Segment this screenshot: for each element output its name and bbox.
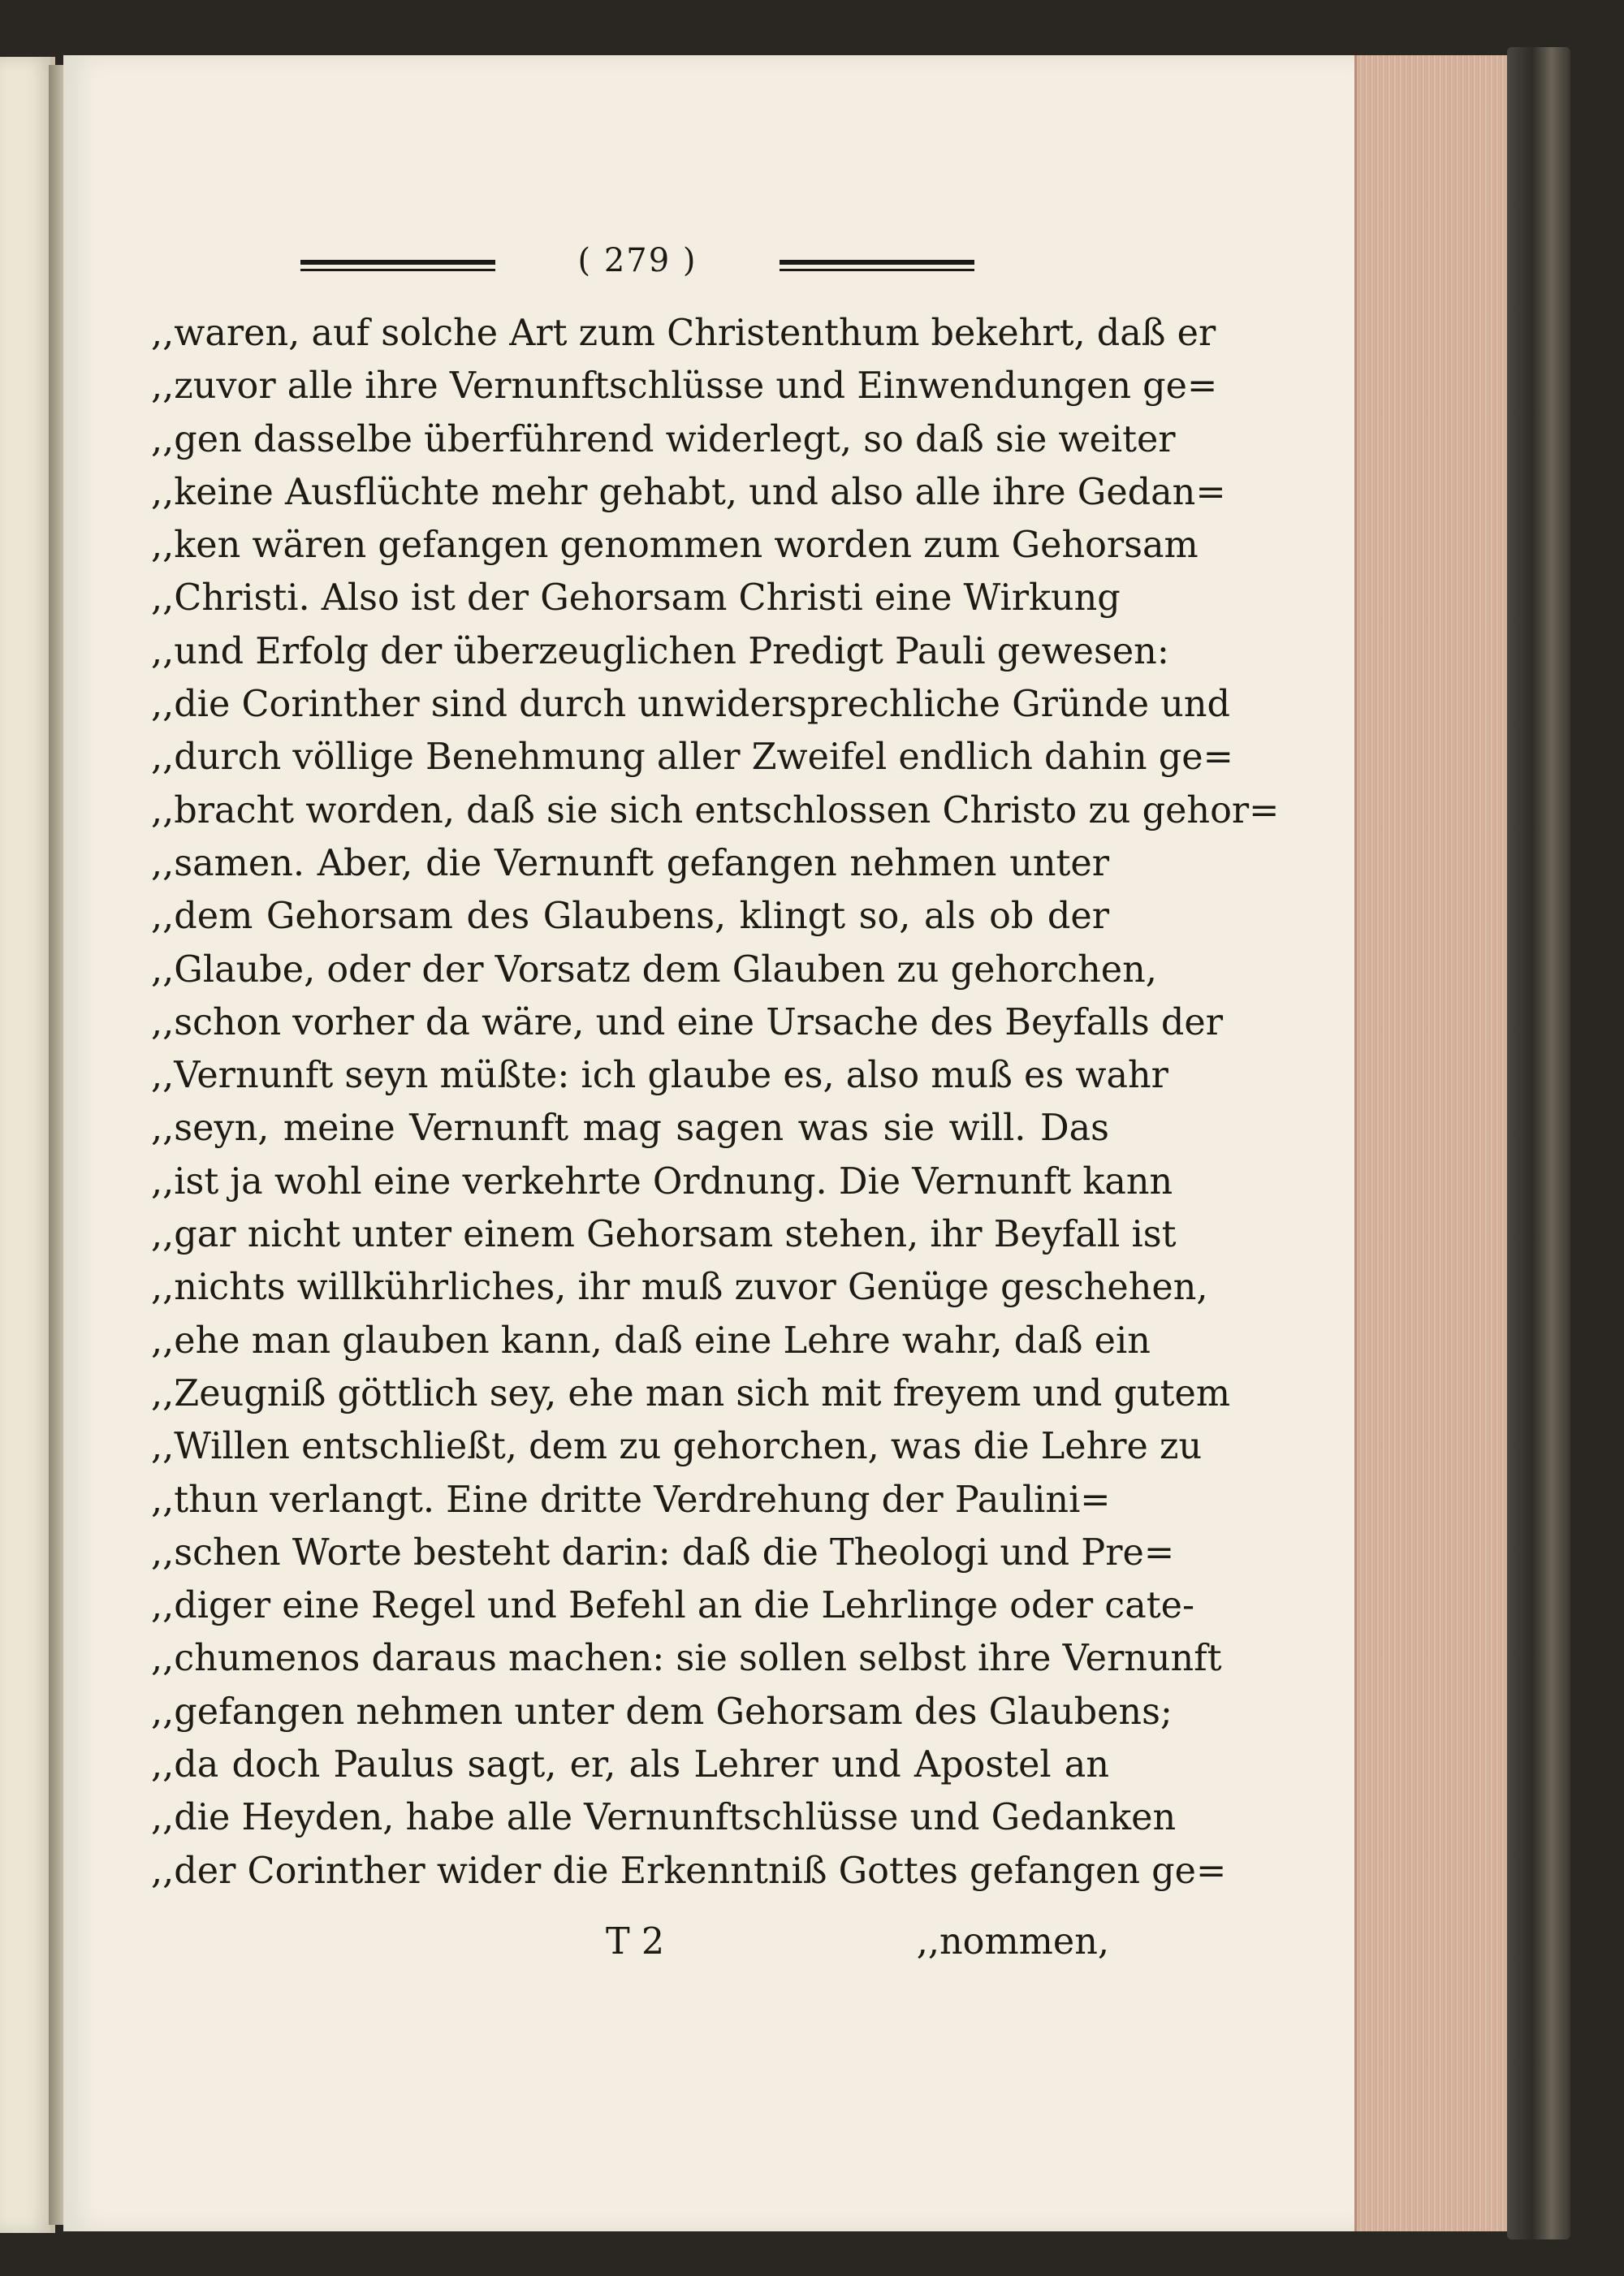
text-line: ,,dem Gehorsam des Glaubens, klingt so, als ob der [151, 896, 1109, 938]
catchword: ,,nommen, [916, 1921, 1109, 1963]
text-line: ,,bracht worden, daß sie sich entschlossen Christo zu gehor= [151, 789, 1280, 831]
text-line: ,,gefangen nehmen unter dem Gehorsam des Glaubens; [151, 1691, 1173, 1733]
facing-page-edge [0, 57, 55, 2233]
text-line: ,,schen Worte besteht darin: daß die Theologi und Pre= [151, 1531, 1175, 1574]
text-line: ,,ist ja wohl eine verkehrte Ordnung. Die Vernunft kann [151, 1160, 1173, 1203]
book-cover-edge [1507, 47, 1570, 2239]
text-line: ,,der Corinther wider die Erkenntniß Gottes gefangen ge= [151, 1850, 1227, 1892]
body-text [151, 307, 1280, 1898]
text-line: ,,waren, auf solche Art zum Christenthum bekehrt, daß er [151, 313, 1216, 354]
text-line: ,,ken wären gefangen genommen worden zum Gehorsam [151, 525, 1199, 567]
text-line: ,,nichts willkührliches, ihr muß zuvor Genüge geschehen, [151, 1267, 1208, 1309]
text-line: ,,chumenos daraus machen: sie sollen selbst ihre Vernunft [151, 1638, 1222, 1680]
text-line: ,,die Heyden, habe alle Vernunftschlüsse und Gedanken [151, 1797, 1177, 1839]
text-line: ,,da doch Paulus sagt, er, als Lehrer und Apostel an [151, 1744, 1109, 1786]
text-line: ,,diger eine Regel und Befehl an die Lehrlinge oder cate- [151, 1585, 1195, 1627]
text-line: ,,Christi. Also ist der Gehorsam Christi eine Wirkung [151, 577, 1121, 620]
text-line: ,,gen dasselbe überführend widerlegt, so daß sie weiter [151, 418, 1176, 460]
text-line: ,,Glaube, oder der Vorsatz dem Glauben zu gehorchen, [151, 948, 1157, 991]
text-line: ,,Willen entschließt, dem zu gehorchen, was die Lehre zu [151, 1426, 1203, 1468]
header-rule-left [300, 260, 495, 276]
text-line: ,,gar nicht unter einem Gehorsam stehen, ihr Beyfall ist [151, 1214, 1177, 1256]
page-edges [1354, 55, 1516, 2231]
running-head [300, 242, 974, 291]
text-line: ,,Zeugniß göttlich sey, ehe man sich mit freyem und gutem [151, 1372, 1231, 1414]
text-line: ,,schon vorher da wäre, und eine Ursache des Beyfalls der [151, 1001, 1223, 1043]
text-line: ,,samen. Aber, die Vernunft gefangen nehmen unter [151, 842, 1109, 884]
text-line: ,,durch völlige Benehmung aller Zweifel endlich dahin ge= [151, 736, 1233, 779]
text-line: ,,ehe man glauben kann, daß eine Lehre wahr, daß ein [151, 1319, 1151, 1362]
header-rule-right [780, 260, 974, 276]
text-line: ,,thun verlangt. Eine dritte Verdrehung der Paulini= [151, 1479, 1111, 1521]
text-line: ,,zuvor alle ihre Vernunftschlüsse und Einwendungen ge= [151, 365, 1218, 408]
text-line: ,,und Erfolg der überzeuglichen Predigt Pauli gewesen: [151, 630, 1169, 672]
text-line: ,,die Corinther sind durch unwidersprechliche Gründe und [151, 684, 1230, 726]
page-footer [151, 1921, 1109, 1970]
text-line: ,,keine Ausflüchte mehr gehabt, und also alle ihre Gedan= [151, 471, 1226, 513]
signature-mark: T 2 [606, 1921, 665, 1963]
page-number: ( 279 ) [577, 242, 698, 279]
text-line: ,,Vernunft seyn müßte: ich glaube es, also muß es wahr [151, 1055, 1168, 1097]
text-line: ,,seyn, meine Vernunft mag sagen was sie will. Das [151, 1108, 1109, 1150]
